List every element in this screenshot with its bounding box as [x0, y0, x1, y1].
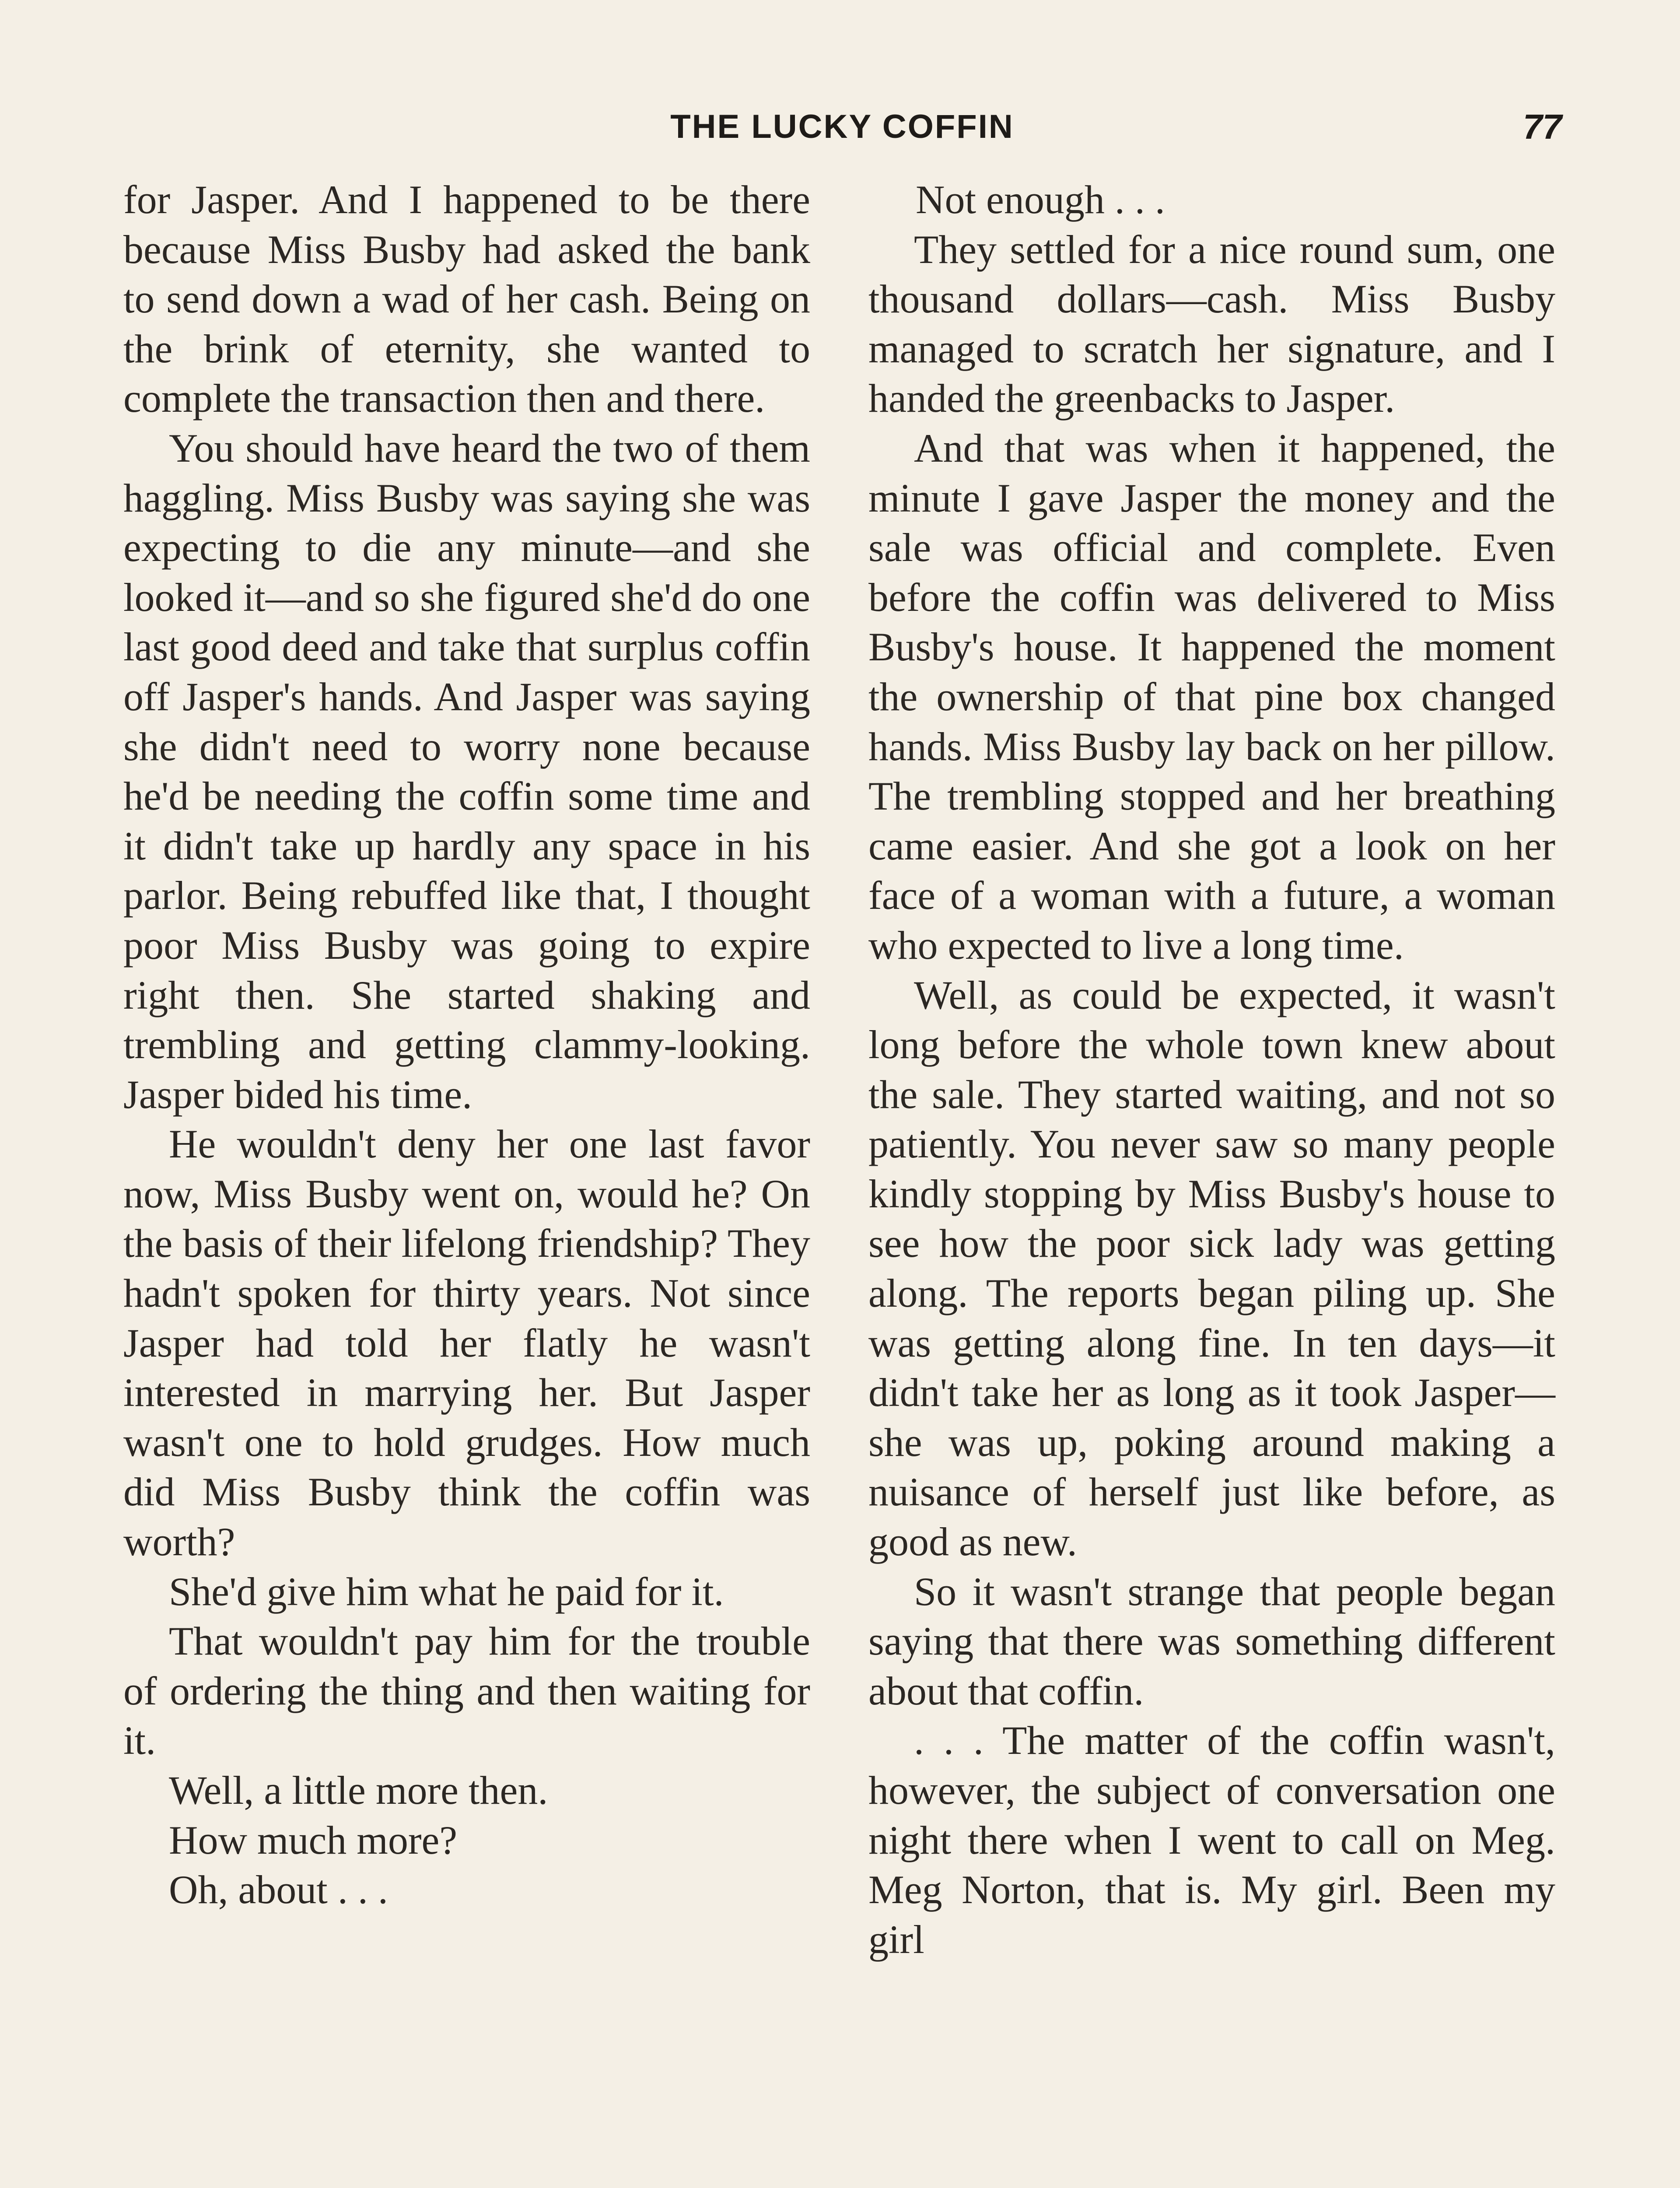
- paragraph: You should have heard the two of them haggling. Miss Busby was saying she was expecting to die any minute—and she looked it—and so she figured she'd do one last good deed and take that surplus coffin off Jasper's hands. And Jasper was saying she didn't need to worry none because he'd be needing the coffin some time and it didn't take up hardly any space in his parlor. Being rebuffed like that, I thought poor Miss Busby was going to expire right then. She started shaking and trembling and getting clammy-looking. Jasper bided his time.: [123, 425, 810, 1117]
- page-number: 77: [1523, 107, 1562, 146]
- paragraph: And that was when it happened, the minute I gave Jasper the money and the sale was official and complete. Even before the coffin was delivered to Miss Busby's house. It happened the moment the ownership of that pine box changed hands. Miss Busby lay back on her pillow. The trembling stopped and her breathing came easier. And she got a look on her face of a woman with a future, a woman who expected to live a long time.: [868, 425, 1555, 968]
- paragraph: She'd give him what he paid for it.: [169, 1569, 724, 1614]
- page-header: [122, 105, 1562, 153]
- right-column: [868, 175, 1555, 1964]
- left-column: [123, 175, 810, 1915]
- paragraph: Well, a little more then.: [169, 1768, 548, 1813]
- paragraph: Not enough . . .: [916, 177, 1165, 222]
- paragraph: They settled for a nice round sum, one thousand dollars—cash. Miss Busby managed to scratch her signature, and I handed the greenbacks to Jasper.: [868, 227, 1555, 421]
- paragraph: Oh, about . . .: [169, 1867, 388, 1912]
- paragraph: He wouldn't deny her one last favor now, Miss Busby went on, would he? On the basis of their lifelong friendship? They hadn't spoken for thirty years. Not since Jasper had told her flatly he wasn't interested in marrying her. But Jasper wasn't one to hold grudges. How much did Miss Busby think the coffin was worth?: [123, 1122, 810, 1564]
- paragraph: That wouldn't pay him for the trouble of ordering the thing and then waiting for it.: [123, 1619, 810, 1763]
- paragraph: . . . The matter of the coffin wasn't, however, the subject of conversation one night there when I went to call on Meg. Meg Norton, that is. My girl. Been my girl: [868, 1718, 1555, 1962]
- paragraph: for Jasper. And I happened to be there because Miss Busby had asked the bank to send down a wad of her cash. Being on the brink of eternity, she wanted to complete the transaction then and there.: [123, 177, 810, 421]
- paragraph: So it wasn't strange that people began saying that there was something different about that coffin.: [868, 1569, 1555, 1713]
- paragraph: Well, as could be expected, it wasn't long before the whole town knew about the sale. They started waiting, and not so patiently. You never saw so many people kindly stopping by Miss Busby's house to see how the poor sick lady was getting along. The reports began piling up. She was getting along fine. In ten days—it didn't take her as long as it took Jasper—she was up, poking around making a nuisance of herself just like before, as good as new.: [868, 972, 1555, 1564]
- paragraph: How much more?: [169, 1817, 458, 1862]
- running-title: THE LUCKY COFFIN: [670, 108, 1014, 145]
